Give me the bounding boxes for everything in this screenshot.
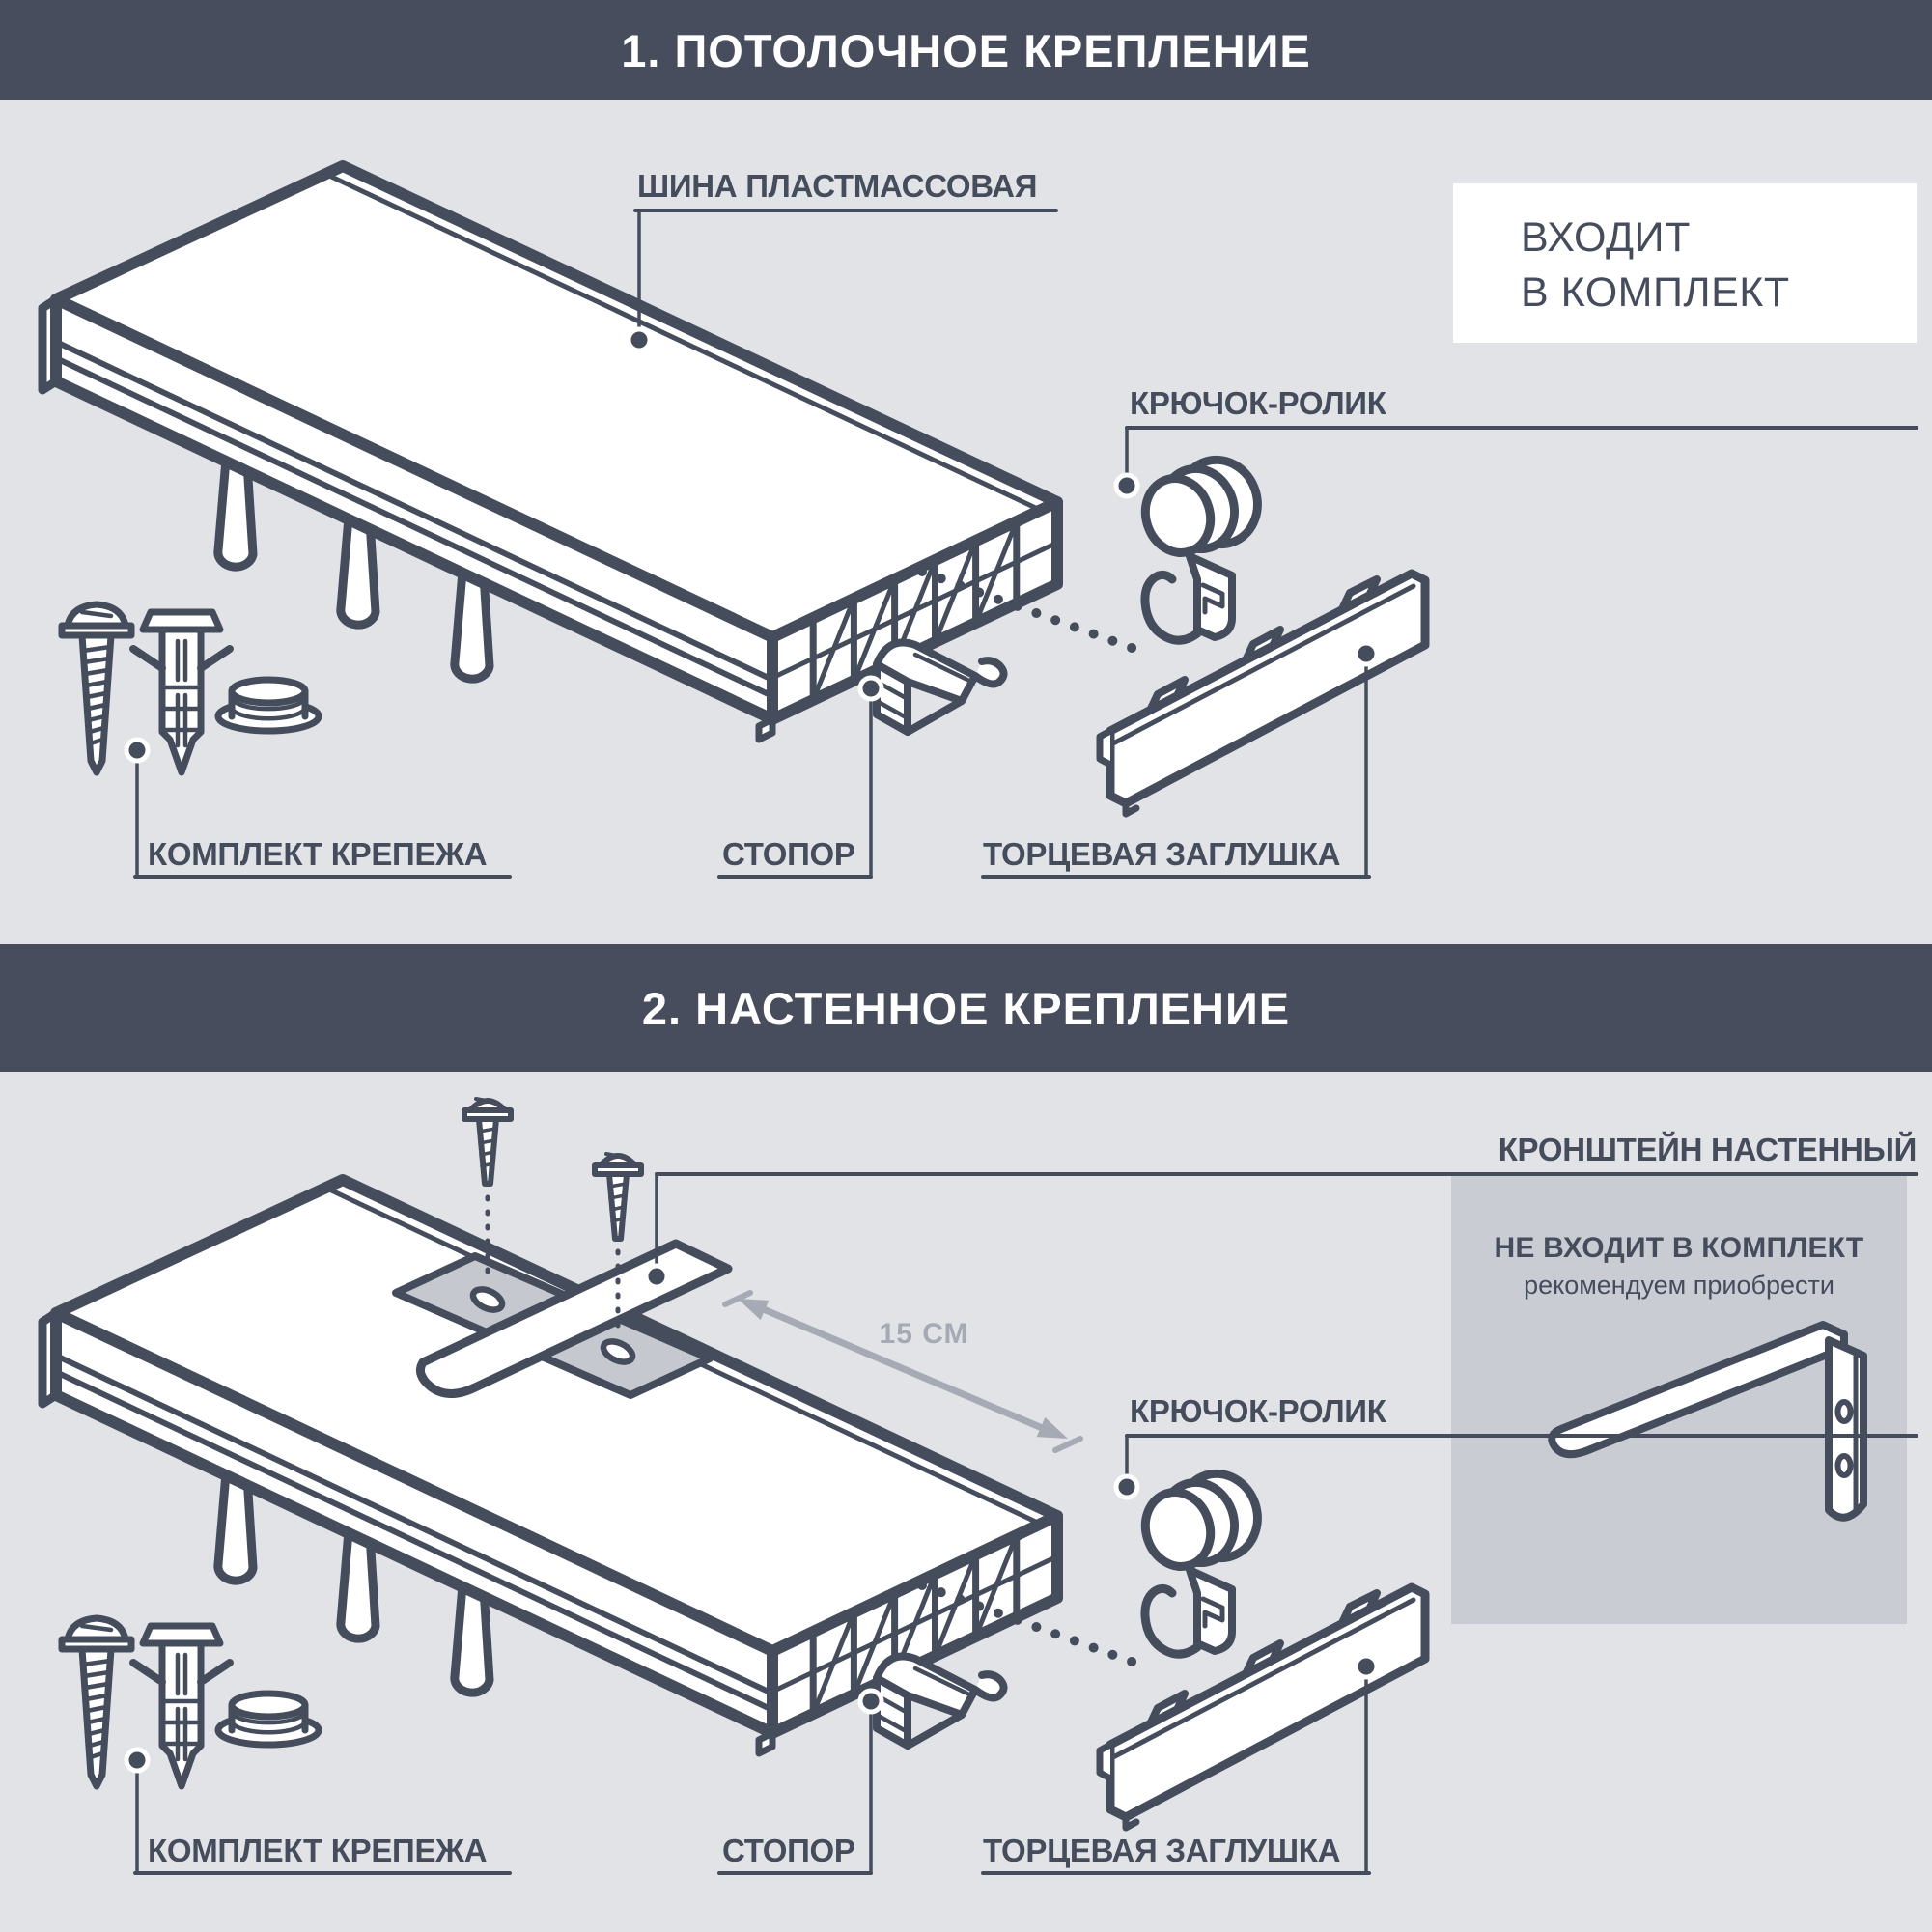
ceiling-mount-drawing — [0, 100, 1932, 944]
ceiling-mount-header-band — [0, 0, 1932, 100]
rail-label: ШИНА ПЛАСТМАССОВАЯ — [637, 168, 1038, 204]
hook-roller-icon — [1136, 450, 1269, 640]
dimension-label: 15 СМ — [879, 1318, 969, 1350]
stopper-label-1: СТОПОР — [722, 836, 855, 872]
fastener-kit-label-1: КОМПЛЕКТ КРЕПЕЖА — [148, 836, 488, 872]
fastener-kit-icon — [62, 604, 319, 772]
included-note-line2: В КОМПЛЕКТ — [1521, 269, 1790, 316]
stopper-icon — [877, 643, 1004, 733]
screw-icon — [62, 604, 131, 772]
included-note-line1: ВХОДИТ — [1521, 214, 1691, 261]
hook-roller-label-2: КРЮЧОК-РОЛИК — [1130, 1393, 1386, 1429]
not-included-subtitle: рекомендуем приобрести — [1524, 1271, 1834, 1300]
not-included-title: НЕ ВХОДИТ В КОМПЛЕКТ — [1494, 1232, 1864, 1264]
wall-mount-title: 2. НАСТЕННОЕ КРЕПЛЕНИЕ — [641, 982, 1291, 1034]
fastener-kit-label-2: КОМПЛЕКТ КРЕПЕЖА — [148, 1833, 488, 1868]
stopper-label-2: СТОПОР — [722, 1833, 855, 1868]
wall-mount-header-band — [0, 944, 1932, 1072]
hook-roller-label-1: КРЮЧОК-РОЛИК — [1130, 385, 1386, 421]
cap-plug-icon — [218, 680, 319, 731]
end-cap-label-2: ТОРЦЕВАЯ ЗАГЛУШКА — [983, 1833, 1341, 1868]
wall-mount-drawing — [0, 1072, 1932, 1932]
wall-bracket-label: КРОНШТЕЙН НАСТЕННЫЙ — [1498, 1132, 1917, 1167]
ceiling-mount-title: 1. ПОТОЛОЧНОЕ КРЕПЛЕНИЕ — [621, 24, 1311, 76]
wall-bracket-icon — [1552, 1325, 1863, 1518]
end-cap-label-1: ТОРЦЕВАЯ ЗАГЛУШКА — [983, 836, 1341, 872]
